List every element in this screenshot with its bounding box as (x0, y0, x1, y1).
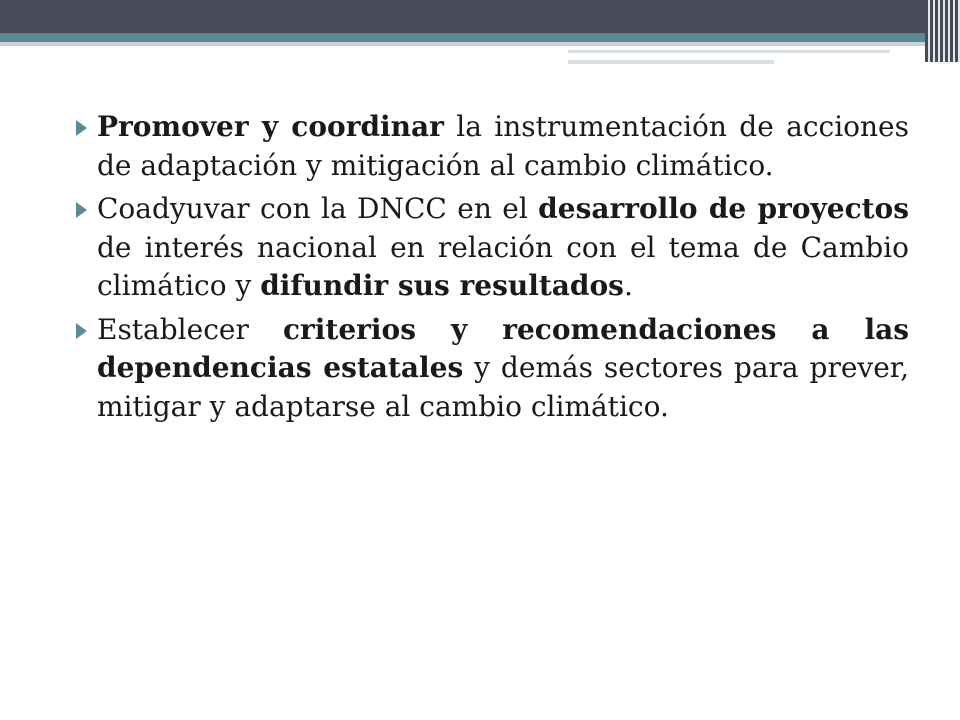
decorative-bar (568, 50, 890, 53)
bullet-list (73, 108, 909, 431)
header-accent-line (0, 33, 925, 42)
header-shadow-line (0, 42, 925, 46)
text-phrase: Establecer (97, 312, 283, 346)
triangle-right-icon (76, 202, 87, 218)
bold-phrase: Promover y coordinar (97, 110, 444, 143)
text-phrase: Coadyuvar con la DNCC en el (97, 192, 539, 225)
bullet-text (97, 110, 909, 182)
bold-phrase: criterios y recomendaciones a las dependencias estatales (97, 312, 909, 384)
bullet-text (97, 192, 909, 302)
triangle-right-icon (76, 120, 87, 136)
bold-phrase: difundir sus resultados (260, 269, 624, 302)
bullet-item (73, 108, 909, 185)
bullet-item (73, 311, 909, 427)
text-phrase: de interés nacional en relación con el tema de Cambio climático y (97, 230, 909, 302)
text-phrase: y demás sectores para prever, mitigar y adaptarse al cambio climático. (97, 351, 910, 423)
corner-stripes (925, 0, 960, 62)
triangle-right-icon (76, 323, 87, 339)
header-band (0, 0, 960, 33)
bold-phrase: desarrollo de proyectos (538, 192, 909, 225)
text-phrase: . (623, 269, 633, 302)
bullet-text (97, 313, 909, 423)
bullet-item (73, 190, 909, 306)
decorative-bar (568, 60, 774, 64)
text-phrase: la instrumentación de acciones de adaptación y mitigación al cambio climático. (97, 110, 909, 182)
